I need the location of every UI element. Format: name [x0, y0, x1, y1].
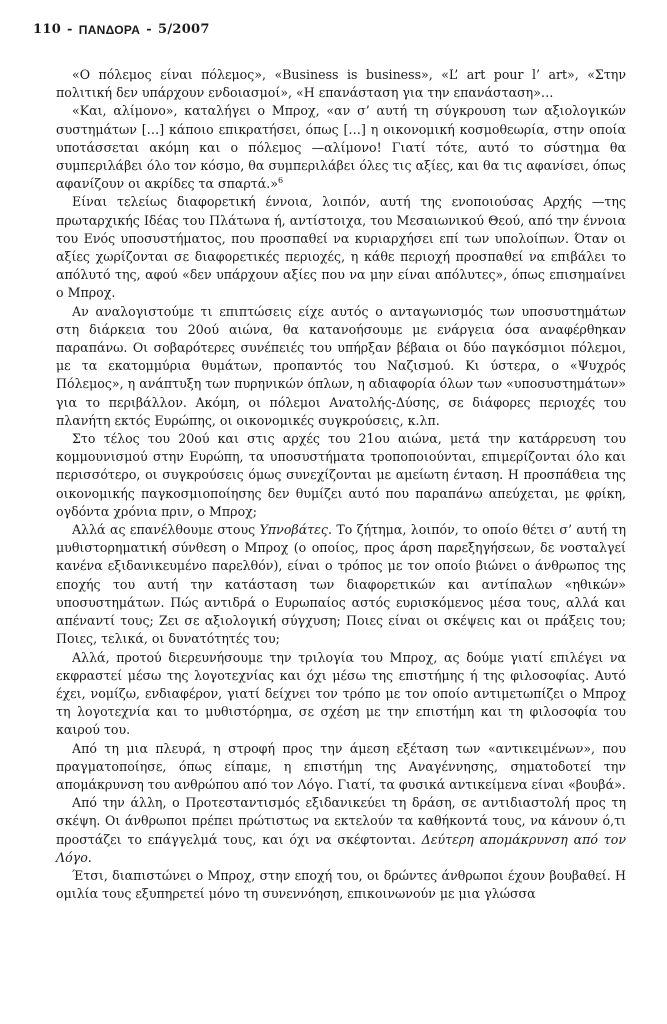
journal-logo: ΠΑΝΔΟΡΑ [78, 22, 141, 37]
italic-phrase: Δεύτερη απομάκρυνση από τον Λόγο. [56, 831, 626, 865]
paragraph: Αλλά, προτού διερευνήσουμε την τριλογία του Μπροχ, ας δούμε γιατί επιλέγει να εκφραστεί μέσω της λογοτεχνίας και όχι μέσω της επιστήμης ή της φιλοσοφίας. Αυτό έχει, νομίζω, ενδιαφέρον, γιατί δείχνει τον τρόπο με τον οποίο αντιμετωπίζει ο Μπροχ τη λογοτεχνία και το μυθιστόρημα, σε σχέση με την επιστήμη και τη φιλοσοφία του καιρού του. [56, 649, 626, 738]
paragraph [56, 102, 626, 193]
paragraph: Είναι τελείως διαφορετική έννοια, λοιπόν, αυτή της ενοποιούσας Αρχής —της πρωταρχικής Ιδέας του Πλάτωνα ή, αντίστοιχα, του Μεσαιωνικού Θεού, από την έννοια του Ενός υποσυστήματος, που προσπαθεί να κυριαρχήσει επί των υπολοίπων. Όταν οι αξίες χωρίζονται σε διαφορετικές περιοχές, η κάθε περιοχή προσπαθεί να επιβάλει το απόλυτό της, αφού «δεν υπάρχουν αξίες που να μην είναι απόλυτες», όπως επισημαίνει ο Μπροχ. [56, 194, 626, 301]
footnote-mark: 6 [277, 176, 284, 186]
body-text [56, 66, 626, 903]
issue-number: 5/2007 [157, 22, 210, 37]
paragraph: Από την άλλη, ο Προτεσταντισμός εξιδανικεύει τη δράση, σε αντιδιαστολή προς τη σκέψη. Οι άνθρωποι πρέπει πρώτιστως να εκτελούν τα καθήκοντά τους, να κάνουν ό,τι προστάζει το επάγγελμά τους, και όχι να σκέφτονται. Δεύτερη απομάκρυνση από τον Λόγο. [56, 795, 626, 865]
paragraph: Αλλά ας επανέλθουμε στους Υπνοβάτες. Το ζήτημα, λοιπόν, το οποίο θέτει σ’ αυτή τη μυθιστορηματική σύνθεση ο Μπροχ (ο οποίος, προς άρση παρεξηγήσεων, δε νοσταλγεί κανένα εξιδανικευμένο παρελθόν), είναι ο τρόπος με τον οποίο βιώνει ο άνθρωπος της εποχής του αυτή την κατάσταση των διαφορετικών και αντίπαλων «ηθικών» υποσυστημάτων. Πώς αντιδρά ο Ευρωπαίος αστός ευρισκόμενος μέσα τους, αλλά και απέναντί τους; Ζει σε αξιολογική σύγχυση; Ποιες είναι οι σκέψεις και οι πράξεις του; Ποιες, τελικά, οι δυνατότητές του; [56, 522, 626, 647]
paragraph: Στο τέλος του 20ού και στις αρχές του 21ου αιώνα, μετά την κατάρρευση του κομμουνισμού στην Ευρώπη, τα υποσυστήματα τροποποιούνται, επιμερίζονται όλο και περισσότερο, οι συγκρούσεις όμως συνεχίζονται με αμείωτη ένταση. Η προσπάθεια της οικονομικής παγκοσμιοποίησης δεν θυμίζει αυτό που παραπάνω απεύχεται, με φρίκη, ογδόντα χρόνια πριν, ο Μπροχ; [56, 431, 626, 519]
header-separator: - [67, 22, 73, 37]
paragraph: «Ο πόλεμος είναι πόλεμος», «Business is business», «L’ art pour l’ art», «Στην πολιτική δεν υπάρχουν ενδοιασμοί», «Η επανάσταση για την επανάσταση»… [56, 67, 626, 101]
header-separator: - [146, 22, 152, 37]
quote-text: «Και, αλίμονο», καταλήγει ο Μπροχ, «αν σ’ αυτή τη σύγκρουση των αξιολογικών συστημάτων […] κάποιο επικρατήσει, όπως […] η οικονομική κοσμοθεωρία, στην οποία υποτάσσεται ακόμη και ο πόλεμος —αλίμονο! Γιατί τότε, αυτό το σύστημα θα συμπεριλάβει όλο τον κόσμο, θα συμπεριλάβει όλες τις αξίες, και θα τις αφανίσει, όπως αφανίζουν οι ακρίδες τα σπαρτά.» [56, 103, 626, 192]
paragraph: Αν αναλογιστούμε τι επιπτώσεις είχε αυτός ο ανταγωνισμός των υποσυστημάτων στη διάρκεια του 20ού αιώνα, θα κατανοήσουμε με ενάργεια όσα αναφέρθηκαν παραπάνω. Οι σοβαρότερες συνέπειές του υπήρξαν βέβαια οι δύο παγκόσμιοι πόλεμοι, με τα εκατομμύρια θυμάτων, προπαντός του Ναζισμού. Κι ύστερα, ο «Ψυχρός Πόλεμος», η ανάπτυξη των πυρηνικών όπλων, η αδιαφορία όλων των «υποσυστημάτων» για το περιβάλλον. Ακόμη, οι πόλεμοι Ανατολής-Δύσης, σε διάφορες περιοχές του πλανήτη εκτός Ευρώπης, οι οικονομικές συγκρούσεις, κ.λπ. [56, 303, 626, 428]
running-header [33, 22, 210, 37]
paragraph: Έτσι, διαπιστώνει ο Μπροχ, στην εποχή του, οι δρώντες άνθρωποι έχουν βουβαθεί. Η ομιλία τους εξυπηρετεί μόνο τη συνεννόηση, επικοινωνούν με μια γλώσσα [56, 867, 626, 902]
page-number: 110 [33, 22, 62, 37]
italic-phrase: Υπνοβάτες [259, 522, 328, 538]
paragraph: Από τη μια πλευρά, η στροφή προς την άμεση εξέταση των «αντικειμένων», που πραγματοποίησε, όπως είπαμε, η επιστήμη της Αναγέννησης, σηματοδοτεί την απομάκρυνση του ανθρώπου από τον Λόγο. Γιατί, τα φυσικά αντικείμενα είναι «βουβά». [56, 740, 626, 792]
